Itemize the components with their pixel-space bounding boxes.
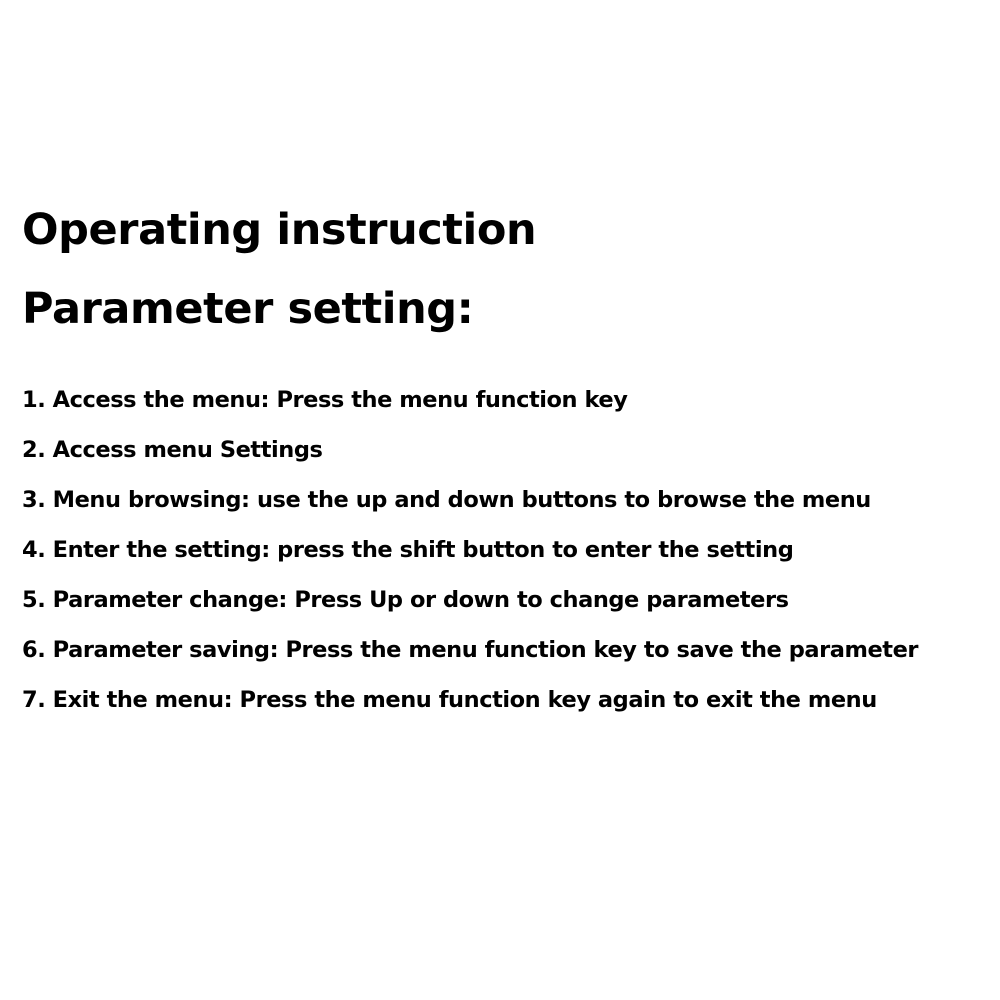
instruction-step-7: 7. Exit the menu: Press the menu function key again to exit the menu	[22, 687, 877, 713]
instruction-step-2: 2. Access menu Settings	[22, 437, 323, 463]
instruction-step-3: 3. Menu browsing: use the up and down buttons to browse the menu	[22, 487, 871, 513]
instruction-steps-list	[22, 383, 918, 733]
page-title: Operating instruction	[22, 205, 537, 255]
instruction-step-4: 4. Enter the setting: press the shift button to enter the setting	[22, 537, 794, 563]
instruction-step-5: 5. Parameter change: Press Up or down to change parameters	[22, 587, 789, 613]
instruction-step-1: 1. Access the menu: Press the menu function key	[22, 387, 628, 413]
instruction-step-6: 6. Parameter saving: Press the menu function key to save the parameter	[22, 637, 919, 663]
section-heading: Parameter setting:	[22, 284, 474, 334]
